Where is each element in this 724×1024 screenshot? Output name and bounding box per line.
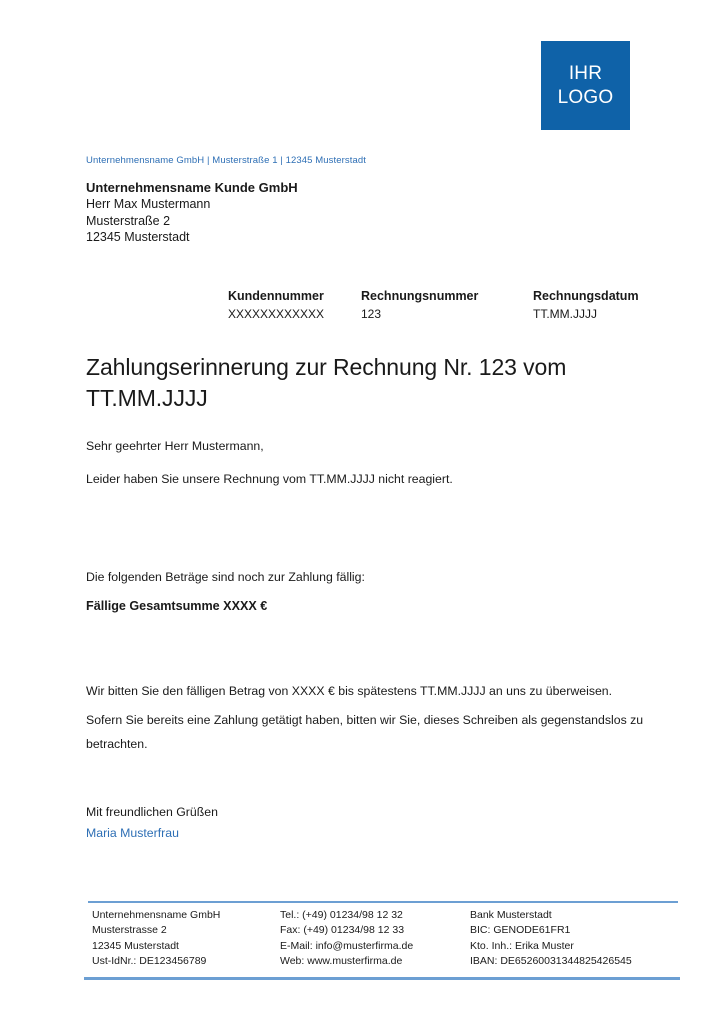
footer-bank-account-holder: Kto. Inh.: Erika Muster — [470, 939, 574, 952]
sender-return-address: Unternehmensname GmbH | Musterstraße 1 | 12345 Musterstadt — [86, 155, 367, 166]
footer-company-street: Musterstrasse 2 — [92, 924, 167, 937]
footer-email: E-Mail: info@musterfirma.de — [280, 939, 414, 952]
due-amounts-intro: Die folgenden Beträge sind noch zur Zahlung fällig: — [86, 570, 365, 584]
footer-company-column — [92, 908, 220, 969]
recipient-company: Unternehmensname Kunde GmbH — [86, 180, 298, 195]
footer-fax: Fax: (+49) 01234/98 12 33 — [280, 924, 405, 937]
footer-divider — [88, 901, 678, 903]
footer-bank-name: Bank Musterstadt — [470, 909, 552, 921]
meta-customer-number — [228, 288, 324, 322]
document-title: Zahlungserinnerung zur Rechnung Nr. 123 vom TT.MM.JJJJ — [86, 354, 567, 411]
salutation-text: Sehr geehrter Herr Mustermann, — [86, 439, 264, 453]
invoice-meta-row — [86, 288, 658, 328]
meta-invoice-date — [533, 288, 639, 322]
footer-company-vat-id: Ust-IdNr.: DE123456789 — [92, 954, 207, 967]
footer-bank-bic: BIC: GENODE61FR1 — [470, 924, 571, 937]
meta-customer-number-value: XXXXXXXXXXXX — [228, 307, 325, 321]
recipient-contact: Herr Max Mustermann — [86, 197, 211, 212]
meta-customer-number-label: Kundennummer — [228, 289, 324, 303]
meta-invoice-date-value: TT.MM.JJJJ — [533, 307, 597, 321]
recipient-city: 12345 Musterstadt — [86, 229, 190, 244]
closing-greeting: Mit freundlichen Grüßen — [86, 805, 218, 819]
footer-company-city: 12345 Musterstadt — [92, 939, 179, 952]
recipient-address-block — [86, 180, 298, 245]
page-footer — [88, 908, 678, 972]
signer-name: Maria Musterfrau — [86, 826, 179, 840]
intro-paragraph: Leider haben Sie unsere Rechnung vom TT.MM.JJJJ nicht reagiert. — [86, 472, 453, 486]
footer-bank-column — [470, 908, 632, 969]
disregard-notice-paragraph: Sofern Sie bereits eine Zahlung getätigt haben, bitten wir Sie, dieses Schreiben als gegenstandslos zu betrachten. — [86, 713, 644, 751]
meta-invoice-number-value: 123 — [361, 307, 382, 321]
total-due-amount: Fällige Gesamtsumme XXXX € — [86, 599, 268, 613]
logo-line-2: LOGO — [557, 86, 614, 108]
meta-invoice-number-label: Rechnungsnummer — [361, 289, 479, 303]
payment-request-paragraph: Wir bitten Sie den fälligen Betrag von XXXX € bis spätestens TT.MM.JJJJ an uns zu überweisen. — [86, 684, 613, 698]
recipient-street: Musterstraße 2 — [86, 213, 171, 228]
footer-phone: Tel.: (+49) 01234/98 12 32 — [280, 909, 403, 921]
company-logo — [541, 41, 630, 130]
footer-website: Web: www.musterfirma.de — [280, 954, 403, 967]
meta-invoice-date-label: Rechnungsdatum — [533, 289, 639, 303]
page-bottom-bar — [84, 977, 680, 980]
footer-company-name: Unternehmensname GmbH — [92, 909, 221, 921]
logo-line-1: IHR — [568, 62, 603, 84]
meta-invoice-number — [361, 288, 478, 322]
footer-contact-column — [280, 908, 413, 969]
footer-bank-iban: IBAN: DE65260031344825426545 — [470, 954, 632, 967]
